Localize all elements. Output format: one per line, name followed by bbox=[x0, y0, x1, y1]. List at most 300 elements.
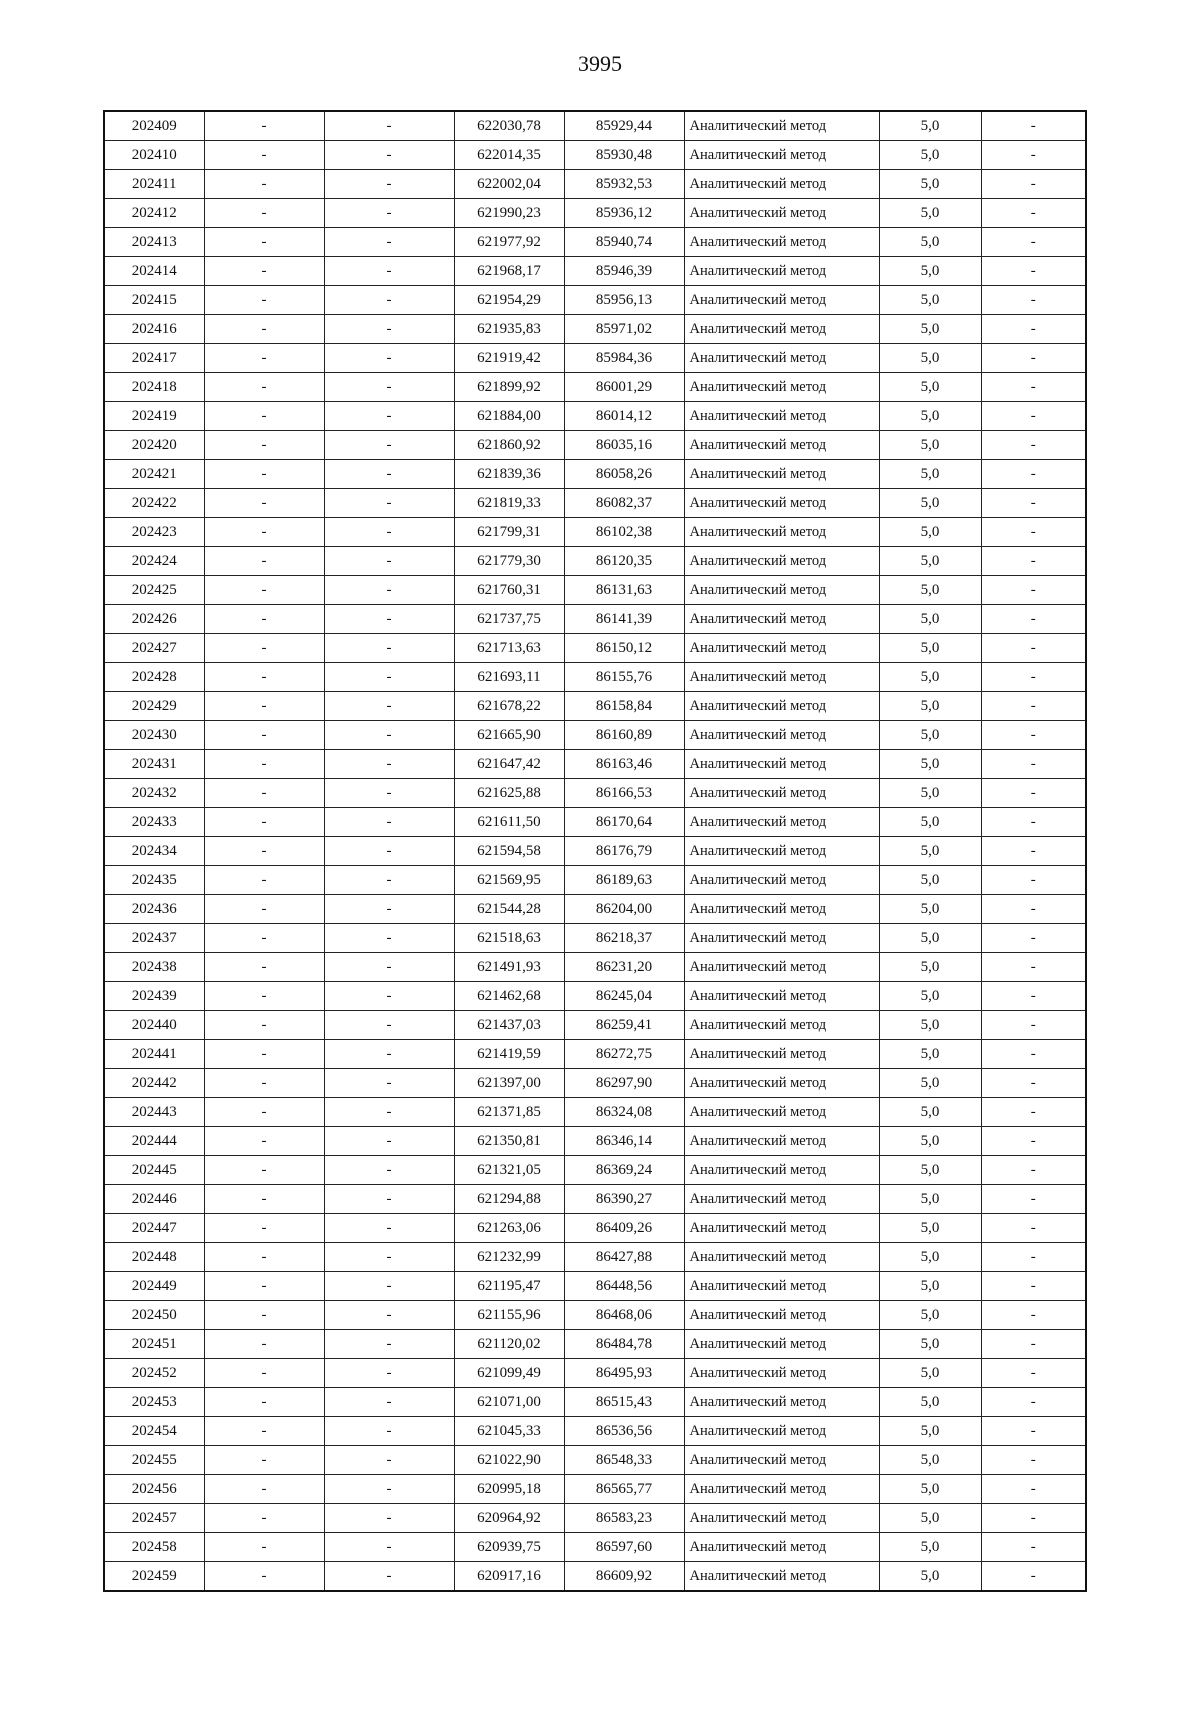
accuracy-cell: 5,0 bbox=[879, 373, 981, 402]
accuracy-cell: 5,0 bbox=[879, 1417, 981, 1446]
empty-value-cell: - bbox=[324, 1098, 454, 1127]
note-cell: - bbox=[981, 1214, 1086, 1243]
note-cell: - bbox=[981, 953, 1086, 982]
note-cell: - bbox=[981, 576, 1086, 605]
empty-value-cell: - bbox=[204, 111, 324, 141]
empty-value-cell: - bbox=[324, 286, 454, 315]
point-id-cell: 202427 bbox=[104, 634, 204, 663]
method-cell: Аналитический метод bbox=[684, 518, 879, 547]
coordinate-y-cell: 85946,39 bbox=[564, 257, 684, 286]
table-row bbox=[104, 1185, 1086, 1214]
table-row bbox=[104, 1243, 1086, 1272]
method-cell: Аналитический метод bbox=[684, 1359, 879, 1388]
table-row bbox=[104, 1330, 1086, 1359]
method-cell: Аналитический метод bbox=[684, 692, 879, 721]
method-cell: Аналитический метод bbox=[684, 895, 879, 924]
coordinate-y-cell: 86189,63 bbox=[564, 866, 684, 895]
table-row bbox=[104, 460, 1086, 489]
empty-value-cell: - bbox=[204, 1272, 324, 1301]
coordinate-x-cell: 621437,03 bbox=[454, 1011, 564, 1040]
table-row bbox=[104, 257, 1086, 286]
empty-value-cell: - bbox=[204, 779, 324, 808]
coordinate-x-cell: 621045,33 bbox=[454, 1417, 564, 1446]
note-cell: - bbox=[981, 1040, 1086, 1069]
point-id-cell: 202444 bbox=[104, 1127, 204, 1156]
method-cell: Аналитический метод bbox=[684, 605, 879, 634]
method-cell: Аналитический метод bbox=[684, 141, 879, 170]
empty-value-cell: - bbox=[324, 170, 454, 199]
coordinate-x-cell: 621665,90 bbox=[454, 721, 564, 750]
empty-value-cell: - bbox=[204, 953, 324, 982]
empty-value-cell: - bbox=[204, 721, 324, 750]
empty-value-cell: - bbox=[324, 1475, 454, 1504]
note-cell: - bbox=[981, 1011, 1086, 1040]
note-cell: - bbox=[981, 924, 1086, 953]
coordinate-x-cell: 622014,35 bbox=[454, 141, 564, 170]
note-cell: - bbox=[981, 605, 1086, 634]
table-row bbox=[104, 837, 1086, 866]
empty-value-cell: - bbox=[324, 1040, 454, 1069]
empty-value-cell: - bbox=[204, 605, 324, 634]
method-cell: Аналитический метод bbox=[684, 489, 879, 518]
note-cell: - bbox=[981, 170, 1086, 199]
point-id-cell: 202412 bbox=[104, 199, 204, 228]
empty-value-cell: - bbox=[204, 982, 324, 1011]
method-cell: Аналитический метод bbox=[684, 866, 879, 895]
coordinate-x-cell: 621693,11 bbox=[454, 663, 564, 692]
note-cell: - bbox=[981, 1504, 1086, 1533]
empty-value-cell: - bbox=[324, 1446, 454, 1475]
coordinate-y-cell: 86369,24 bbox=[564, 1156, 684, 1185]
accuracy-cell: 5,0 bbox=[879, 228, 981, 257]
coordinate-y-cell: 86231,20 bbox=[564, 953, 684, 982]
empty-value-cell: - bbox=[204, 1011, 324, 1040]
accuracy-cell: 5,0 bbox=[879, 663, 981, 692]
coordinate-y-cell: 86245,04 bbox=[564, 982, 684, 1011]
point-id-cell: 202409 bbox=[104, 111, 204, 141]
table-row bbox=[104, 1359, 1086, 1388]
note-cell: - bbox=[981, 1243, 1086, 1272]
table-row bbox=[104, 1504, 1086, 1533]
empty-value-cell: - bbox=[204, 1475, 324, 1504]
coordinate-x-cell: 621737,75 bbox=[454, 605, 564, 634]
empty-value-cell: - bbox=[324, 373, 454, 402]
method-cell: Аналитический метод bbox=[684, 1185, 879, 1214]
note-cell: - bbox=[981, 779, 1086, 808]
empty-value-cell: - bbox=[204, 228, 324, 257]
accuracy-cell: 5,0 bbox=[879, 692, 981, 721]
coordinate-y-cell: 86102,38 bbox=[564, 518, 684, 547]
method-cell: Аналитический метод bbox=[684, 808, 879, 837]
accuracy-cell: 5,0 bbox=[879, 460, 981, 489]
coordinate-y-cell: 86163,46 bbox=[564, 750, 684, 779]
empty-value-cell: - bbox=[204, 402, 324, 431]
point-id-cell: 202422 bbox=[104, 489, 204, 518]
accuracy-cell: 5,0 bbox=[879, 1272, 981, 1301]
table-row bbox=[104, 953, 1086, 982]
note-cell: - bbox=[981, 141, 1086, 170]
empty-value-cell: - bbox=[204, 431, 324, 460]
accuracy-cell: 5,0 bbox=[879, 924, 981, 953]
coordinate-y-cell: 86297,90 bbox=[564, 1069, 684, 1098]
point-id-cell: 202431 bbox=[104, 750, 204, 779]
empty-value-cell: - bbox=[324, 315, 454, 344]
empty-value-cell: - bbox=[324, 1272, 454, 1301]
method-cell: Аналитический метод bbox=[684, 576, 879, 605]
note-cell: - bbox=[981, 1562, 1086, 1592]
coordinate-y-cell: 86346,14 bbox=[564, 1127, 684, 1156]
note-cell: - bbox=[981, 111, 1086, 141]
method-cell: Аналитический метод bbox=[684, 1069, 879, 1098]
empty-value-cell: - bbox=[324, 257, 454, 286]
table-row bbox=[104, 1098, 1086, 1127]
coordinate-x-cell: 621518,63 bbox=[454, 924, 564, 953]
method-cell: Аналитический метод bbox=[684, 1562, 879, 1592]
empty-value-cell: - bbox=[204, 692, 324, 721]
empty-value-cell: - bbox=[324, 663, 454, 692]
point-id-cell: 202428 bbox=[104, 663, 204, 692]
table-row bbox=[104, 373, 1086, 402]
table-row bbox=[104, 286, 1086, 315]
accuracy-cell: 5,0 bbox=[879, 111, 981, 141]
empty-value-cell: - bbox=[324, 721, 454, 750]
note-cell: - bbox=[981, 286, 1086, 315]
note-cell: - bbox=[981, 1533, 1086, 1562]
table-row bbox=[104, 895, 1086, 924]
accuracy-cell: 5,0 bbox=[879, 199, 981, 228]
note-cell: - bbox=[981, 866, 1086, 895]
coordinate-x-cell: 621397,00 bbox=[454, 1069, 564, 1098]
point-id-cell: 202450 bbox=[104, 1301, 204, 1330]
empty-value-cell: - bbox=[204, 170, 324, 199]
note-cell: - bbox=[981, 634, 1086, 663]
empty-value-cell: - bbox=[324, 518, 454, 547]
empty-value-cell: - bbox=[324, 576, 454, 605]
empty-value-cell: - bbox=[324, 692, 454, 721]
accuracy-cell: 5,0 bbox=[879, 1533, 981, 1562]
coordinate-x-cell: 621491,93 bbox=[454, 953, 564, 982]
empty-value-cell: - bbox=[324, 547, 454, 576]
empty-value-cell: - bbox=[204, 286, 324, 315]
empty-value-cell: - bbox=[324, 1185, 454, 1214]
accuracy-cell: 5,0 bbox=[879, 286, 981, 315]
table-row bbox=[104, 344, 1086, 373]
note-cell: - bbox=[981, 199, 1086, 228]
coordinate-y-cell: 85956,13 bbox=[564, 286, 684, 315]
coordinate-x-cell: 622002,04 bbox=[454, 170, 564, 199]
empty-value-cell: - bbox=[204, 1359, 324, 1388]
empty-value-cell: - bbox=[324, 1243, 454, 1272]
accuracy-cell: 5,0 bbox=[879, 431, 981, 460]
table-row bbox=[104, 111, 1086, 141]
empty-value-cell: - bbox=[204, 257, 324, 286]
note-cell: - bbox=[981, 1185, 1086, 1214]
note-cell: - bbox=[981, 1417, 1086, 1446]
table-row bbox=[104, 1272, 1086, 1301]
coordinate-y-cell: 86014,12 bbox=[564, 402, 684, 431]
empty-value-cell: - bbox=[324, 1562, 454, 1592]
empty-value-cell: - bbox=[324, 460, 454, 489]
coordinate-x-cell: 621544,28 bbox=[454, 895, 564, 924]
empty-value-cell: - bbox=[324, 634, 454, 663]
point-id-cell: 202454 bbox=[104, 1417, 204, 1446]
table-row bbox=[104, 228, 1086, 257]
accuracy-cell: 5,0 bbox=[879, 402, 981, 431]
note-cell: - bbox=[981, 1272, 1086, 1301]
point-id-cell: 202423 bbox=[104, 518, 204, 547]
table-row bbox=[104, 692, 1086, 721]
table-row bbox=[104, 663, 1086, 692]
accuracy-cell: 5,0 bbox=[879, 547, 981, 576]
accuracy-cell: 5,0 bbox=[879, 1475, 981, 1504]
empty-value-cell: - bbox=[324, 605, 454, 634]
coordinate-x-cell: 621839,36 bbox=[454, 460, 564, 489]
empty-value-cell: - bbox=[324, 808, 454, 837]
note-cell: - bbox=[981, 1330, 1086, 1359]
empty-value-cell: - bbox=[204, 1214, 324, 1243]
method-cell: Аналитический метод bbox=[684, 837, 879, 866]
table-row bbox=[104, 141, 1086, 170]
empty-value-cell: - bbox=[204, 1127, 324, 1156]
accuracy-cell: 5,0 bbox=[879, 1359, 981, 1388]
point-id-cell: 202436 bbox=[104, 895, 204, 924]
coordinate-y-cell: 86001,29 bbox=[564, 373, 684, 402]
coordinate-y-cell: 86565,77 bbox=[564, 1475, 684, 1504]
coordinate-y-cell: 86170,64 bbox=[564, 808, 684, 837]
accuracy-cell: 5,0 bbox=[879, 634, 981, 663]
empty-value-cell: - bbox=[324, 1301, 454, 1330]
note-cell: - bbox=[981, 663, 1086, 692]
note-cell: - bbox=[981, 315, 1086, 344]
note-cell: - bbox=[981, 1127, 1086, 1156]
empty-value-cell: - bbox=[324, 866, 454, 895]
coordinate-x-cell: 621977,92 bbox=[454, 228, 564, 257]
empty-value-cell: - bbox=[324, 1156, 454, 1185]
table-row bbox=[104, 576, 1086, 605]
empty-value-cell: - bbox=[204, 866, 324, 895]
method-cell: Аналитический метод bbox=[684, 1504, 879, 1533]
point-id-cell: 202456 bbox=[104, 1475, 204, 1504]
note-cell: - bbox=[981, 982, 1086, 1011]
coordinate-y-cell: 86409,26 bbox=[564, 1214, 684, 1243]
empty-value-cell: - bbox=[204, 373, 324, 402]
table-row bbox=[104, 1156, 1086, 1185]
note-cell: - bbox=[981, 721, 1086, 750]
empty-value-cell: - bbox=[204, 808, 324, 837]
note-cell: - bbox=[981, 1069, 1086, 1098]
coordinate-y-cell: 85930,48 bbox=[564, 141, 684, 170]
empty-value-cell: - bbox=[204, 1098, 324, 1127]
coordinate-y-cell: 86536,56 bbox=[564, 1417, 684, 1446]
empty-value-cell: - bbox=[324, 1359, 454, 1388]
empty-value-cell: - bbox=[324, 1330, 454, 1359]
method-cell: Аналитический метод bbox=[684, 228, 879, 257]
accuracy-cell: 5,0 bbox=[879, 750, 981, 779]
empty-value-cell: - bbox=[204, 1533, 324, 1562]
empty-value-cell: - bbox=[204, 1388, 324, 1417]
coordinate-x-cell: 621968,17 bbox=[454, 257, 564, 286]
table-row bbox=[104, 779, 1086, 808]
coordinate-x-cell: 621990,23 bbox=[454, 199, 564, 228]
empty-value-cell: - bbox=[324, 1214, 454, 1243]
method-cell: Аналитический метод bbox=[684, 547, 879, 576]
empty-value-cell: - bbox=[204, 924, 324, 953]
method-cell: Аналитический метод bbox=[684, 1301, 879, 1330]
table-row bbox=[104, 1011, 1086, 1040]
coordinate-x-cell: 621713,63 bbox=[454, 634, 564, 663]
coordinate-x-cell: 621899,92 bbox=[454, 373, 564, 402]
method-cell: Аналитический метод bbox=[684, 1098, 879, 1127]
method-cell: Аналитический метод bbox=[684, 1214, 879, 1243]
coordinate-x-cell: 620939,75 bbox=[454, 1533, 564, 1562]
empty-value-cell: - bbox=[324, 953, 454, 982]
method-cell: Аналитический метод bbox=[684, 750, 879, 779]
table-row bbox=[104, 1069, 1086, 1098]
point-id-cell: 202449 bbox=[104, 1272, 204, 1301]
coordinate-x-cell: 621120,02 bbox=[454, 1330, 564, 1359]
point-id-cell: 202424 bbox=[104, 547, 204, 576]
empty-value-cell: - bbox=[324, 141, 454, 170]
empty-value-cell: - bbox=[324, 1127, 454, 1156]
method-cell: Аналитический метод bbox=[684, 1011, 879, 1040]
coordinate-x-cell: 620917,16 bbox=[454, 1562, 564, 1592]
method-cell: Аналитический метод bbox=[684, 1475, 879, 1504]
empty-value-cell: - bbox=[324, 779, 454, 808]
point-id-cell: 202440 bbox=[104, 1011, 204, 1040]
point-id-cell: 202413 bbox=[104, 228, 204, 257]
coordinate-x-cell: 621594,58 bbox=[454, 837, 564, 866]
empty-value-cell: - bbox=[324, 1011, 454, 1040]
point-id-cell: 202430 bbox=[104, 721, 204, 750]
coordinate-y-cell: 86597,60 bbox=[564, 1533, 684, 1562]
empty-value-cell: - bbox=[324, 489, 454, 518]
coordinate-x-cell: 621321,05 bbox=[454, 1156, 564, 1185]
coordinate-x-cell: 621647,42 bbox=[454, 750, 564, 779]
method-cell: Аналитический метод bbox=[684, 1388, 879, 1417]
accuracy-cell: 5,0 bbox=[879, 1330, 981, 1359]
coordinate-x-cell: 621625,88 bbox=[454, 779, 564, 808]
point-id-cell: 202437 bbox=[104, 924, 204, 953]
point-id-cell: 202448 bbox=[104, 1243, 204, 1272]
point-id-cell: 202443 bbox=[104, 1098, 204, 1127]
empty-value-cell: - bbox=[204, 1562, 324, 1592]
coordinate-x-cell: 621779,30 bbox=[454, 547, 564, 576]
coordinate-x-cell: 620964,92 bbox=[454, 1504, 564, 1533]
empty-value-cell: - bbox=[324, 199, 454, 228]
table-row bbox=[104, 1040, 1086, 1069]
coordinate-x-cell: 621799,31 bbox=[454, 518, 564, 547]
empty-value-cell: - bbox=[204, 576, 324, 605]
method-cell: Аналитический метод bbox=[684, 953, 879, 982]
method-cell: Аналитический метод bbox=[684, 779, 879, 808]
point-id-cell: 202457 bbox=[104, 1504, 204, 1533]
empty-value-cell: - bbox=[204, 199, 324, 228]
table-row bbox=[104, 1562, 1086, 1592]
empty-value-cell: - bbox=[324, 402, 454, 431]
empty-value-cell: - bbox=[324, 1533, 454, 1562]
empty-value-cell: - bbox=[324, 924, 454, 953]
coordinate-x-cell: 621954,29 bbox=[454, 286, 564, 315]
point-id-cell: 202411 bbox=[104, 170, 204, 199]
accuracy-cell: 5,0 bbox=[879, 1388, 981, 1417]
method-cell: Аналитический метод bbox=[684, 721, 879, 750]
coordinate-y-cell: 86166,53 bbox=[564, 779, 684, 808]
method-cell: Аналитический метод bbox=[684, 1533, 879, 1562]
empty-value-cell: - bbox=[204, 547, 324, 576]
accuracy-cell: 5,0 bbox=[879, 895, 981, 924]
coordinate-y-cell: 86082,37 bbox=[564, 489, 684, 518]
method-cell: Аналитический метод bbox=[684, 257, 879, 286]
empty-value-cell: - bbox=[204, 1446, 324, 1475]
coordinate-y-cell: 85932,53 bbox=[564, 170, 684, 199]
method-cell: Аналитический метод bbox=[684, 1243, 879, 1272]
coordinate-x-cell: 621350,81 bbox=[454, 1127, 564, 1156]
note-cell: - bbox=[981, 1301, 1086, 1330]
coordinate-y-cell: 86484,78 bbox=[564, 1330, 684, 1359]
table-row bbox=[104, 518, 1086, 547]
table-row bbox=[104, 634, 1086, 663]
coordinate-x-cell: 621155,96 bbox=[454, 1301, 564, 1330]
page-number: 3995 bbox=[578, 51, 622, 76]
coordinate-y-cell: 86448,56 bbox=[564, 1272, 684, 1301]
table-row bbox=[104, 1533, 1086, 1562]
point-id-cell: 202441 bbox=[104, 1040, 204, 1069]
coordinate-y-cell: 86120,35 bbox=[564, 547, 684, 576]
point-id-cell: 202434 bbox=[104, 837, 204, 866]
empty-value-cell: - bbox=[324, 895, 454, 924]
point-id-cell: 202453 bbox=[104, 1388, 204, 1417]
coordinate-x-cell: 621232,99 bbox=[454, 1243, 564, 1272]
point-id-cell: 202415 bbox=[104, 286, 204, 315]
coordinate-y-cell: 85936,12 bbox=[564, 199, 684, 228]
accuracy-cell: 5,0 bbox=[879, 518, 981, 547]
note-cell: - bbox=[981, 808, 1086, 837]
coordinate-x-cell: 621884,00 bbox=[454, 402, 564, 431]
coordinate-y-cell: 86390,27 bbox=[564, 1185, 684, 1214]
method-cell: Аналитический метод bbox=[684, 1127, 879, 1156]
empty-value-cell: - bbox=[324, 344, 454, 373]
coordinate-x-cell: 621294,88 bbox=[454, 1185, 564, 1214]
accuracy-cell: 5,0 bbox=[879, 1301, 981, 1330]
empty-value-cell: - bbox=[324, 1069, 454, 1098]
empty-value-cell: - bbox=[204, 895, 324, 924]
empty-value-cell: - bbox=[204, 1301, 324, 1330]
note-cell: - bbox=[981, 1156, 1086, 1185]
accuracy-cell: 5,0 bbox=[879, 1214, 981, 1243]
coordinate-x-cell: 622030,78 bbox=[454, 111, 564, 141]
method-cell: Аналитический метод bbox=[684, 170, 879, 199]
accuracy-cell: 5,0 bbox=[879, 1562, 981, 1592]
coordinate-y-cell: 86150,12 bbox=[564, 634, 684, 663]
method-cell: Аналитический метод bbox=[684, 111, 879, 141]
note-cell: - bbox=[981, 402, 1086, 431]
accuracy-cell: 5,0 bbox=[879, 1127, 981, 1156]
point-id-cell: 202421 bbox=[104, 460, 204, 489]
table-row bbox=[104, 1388, 1086, 1417]
accuracy-cell: 5,0 bbox=[879, 605, 981, 634]
note-cell: - bbox=[981, 1446, 1086, 1475]
empty-value-cell: - bbox=[204, 460, 324, 489]
table-row bbox=[104, 605, 1086, 634]
method-cell: Аналитический метод bbox=[684, 199, 879, 228]
note-cell: - bbox=[981, 257, 1086, 286]
method-cell: Аналитический метод bbox=[684, 460, 879, 489]
point-id-cell: 202416 bbox=[104, 315, 204, 344]
point-id-cell: 202435 bbox=[104, 866, 204, 895]
table-row bbox=[104, 199, 1086, 228]
point-id-cell: 202438 bbox=[104, 953, 204, 982]
method-cell: Аналитический метод bbox=[684, 663, 879, 692]
